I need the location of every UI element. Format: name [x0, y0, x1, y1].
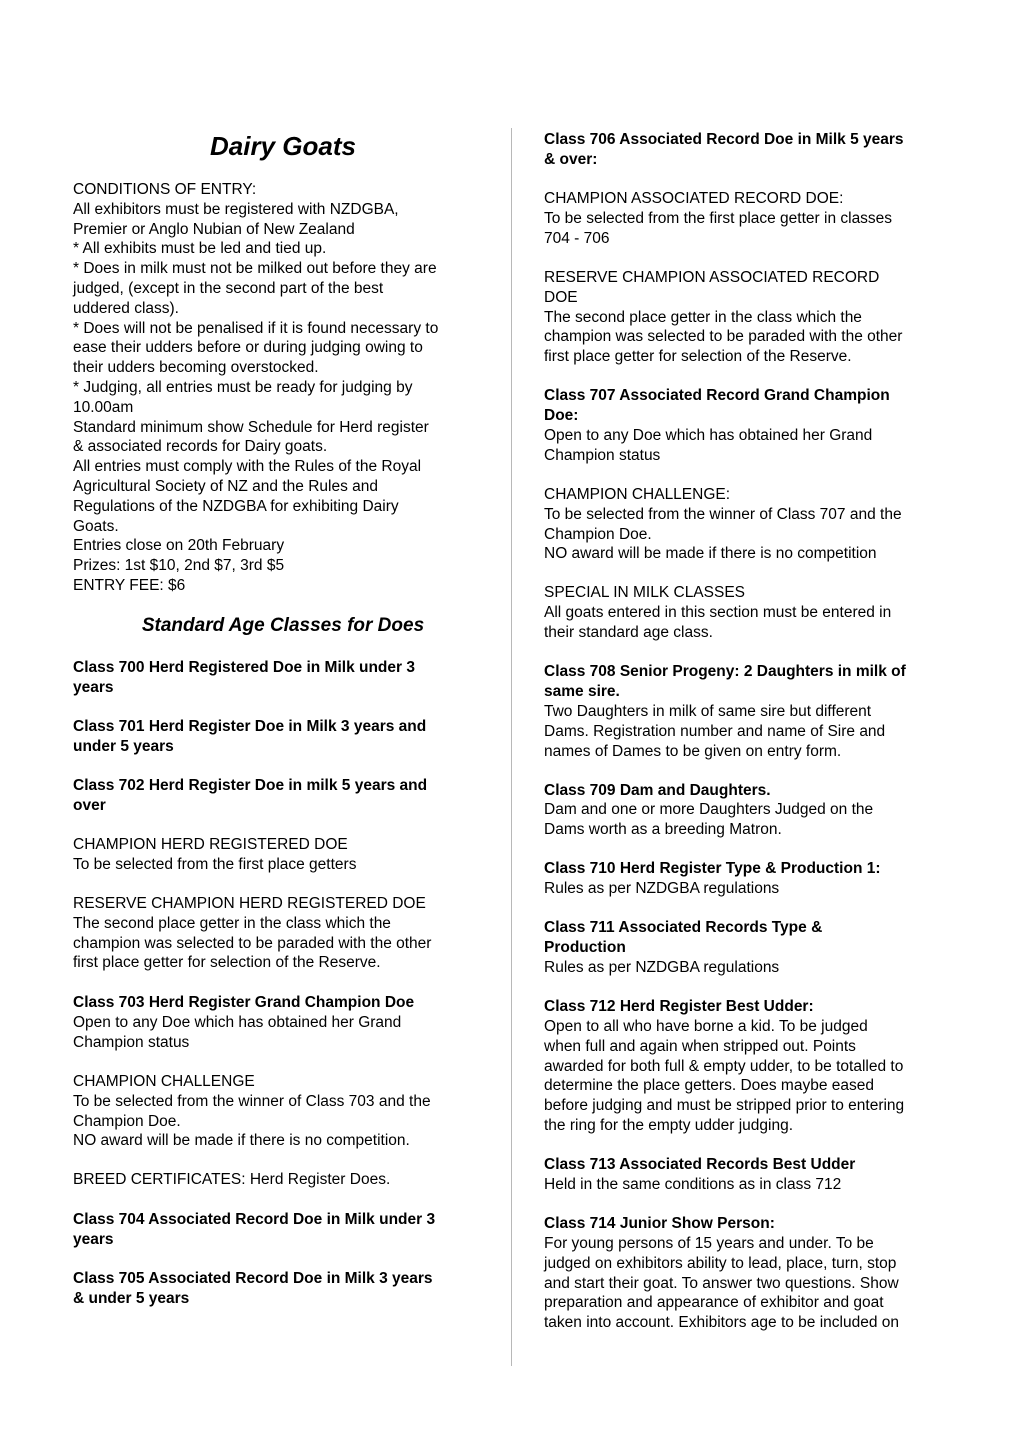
champion-herd-registered-doe: CHAMPION HERD REGISTERED DOE To be selected from the first place getters: [73, 836, 357, 873]
champion-challenge-herd: CHAMPION CHALLENGE To be selected from the winner of Class 703 and the Champion Doe. NO award will be made if there is no competition.: [73, 1073, 431, 1150]
column-divider: [511, 128, 512, 1366]
class-703-title: Class 703 Herd Register Grand Champion Doe: [73, 994, 415, 1011]
class-709-title: Class 709 Dam and Daughters.: [544, 782, 771, 799]
page-title: Dairy Goats: [210, 131, 356, 161]
class-708-text: Two Daughters in milk of same sire but different Dams. Registration number and name of Sire and names of Dames to be given on entry form.: [544, 703, 886, 760]
class-700-title: Class 700 Herd Registered Doe in Milk under 3 years: [73, 659, 415, 696]
class-710-title: Class 710 Herd Register Type & Production 1:: [544, 860, 881, 877]
class-714-title: Class 714 Junior Show Person:: [544, 1215, 775, 1232]
champion-challenge-associated: CHAMPION CHALLENGE: To be selected from the winner of Class 707 and the Champion Doe. NO award will be made if there is no competition: [544, 486, 902, 563]
reserve-champion-herd-registered-doe: RESERVE CHAMPION HERD REGISTERED DOE The second place getter in the class which the champion was selected to be paraded with the other first place getter for selection of the Reserve.: [73, 895, 432, 972]
class-712-title: Class 712 Herd Register Best Udder:: [544, 998, 814, 1015]
reserve-champion-associated-record-doe: RESERVE CHAMPION ASSOCIATED RECORD DOE The second place getter in the class which the champion was selected to be paraded with the other first place getter for selection of the Reserve.: [544, 269, 903, 366]
class-703-text: Open to any Doe which has obtained her Grand Champion status: [73, 1014, 402, 1051]
class-705-title: Class 705 Associated Record Doe in Milk 3 years & under 5 years: [73, 1270, 433, 1307]
special-in-milk-classes: SPECIAL IN MILK CLASSES All goats entered in this section must be entered in their standard age class.: [544, 584, 892, 641]
class-711-text: Rules as per NZDGBA regulations: [544, 959, 780, 976]
class-707-text: Open to any Doe which has obtained her Grand Champion status: [544, 427, 873, 464]
class-710-text: Rules as per NZDGBA regulations: [544, 880, 780, 897]
class-707-title: Class 707 Associated Record Grand Champion Doe:: [544, 387, 890, 424]
class-709-text: Dam and one or more Daughters Judged on the Dams worth as a breeding Matron.: [544, 801, 874, 838]
class-713-title: Class 713 Associated Records Best Udder: [544, 1156, 856, 1173]
class-701-title: Class 701 Herd Register Doe in Milk 3 years and under 5 years: [73, 718, 427, 755]
champion-associated-record-doe: CHAMPION ASSOCIATED RECORD DOE: To be selected from the first place getter in classes 704 - 706: [544, 190, 893, 247]
class-713-text: Held in the same conditions as in class 712: [544, 1176, 842, 1193]
class-702-title: Class 702 Herd Register Doe in milk 5 years and over: [73, 777, 428, 814]
class-711-title: Class 711 Associated Records Type & Production: [544, 919, 823, 956]
class-706-title: Class 706 Associated Record Doe in Milk 5 years & over:: [544, 131, 904, 168]
section-subtitle: Standard Age Classes for Does: [141, 615, 425, 636]
conditions-of-entry: CONDITIONS OF ENTRY: All exhibitors must be registered with NZDGBA, Premier or Anglo Nubian of New Zealand * All exhibits must be led and tied up. * Does in milk must not be milked out before they are judged, (except in the second part of the best uddered class). * Does will not be penalised if it is found necessary to ease their udders before or during judging owing to their udders becoming overstocked. * Judging, all entries must be ready for judging by 10.00am Standard minimum show Schedule for Herd register & associated records for Dairy goats. All entries must comply with the Rules of the Royal Agricultural Society of NZ and the Rules and Regulations of the NZDGBA for exhibiting Dairy Goats. Entries close on 20th February Prizes: 1st $10, 2nd $7, 3rd $5 ENTRY FEE: $6: [73, 181, 439, 594]
breed-certificates: BREED CERTIFICATES: Herd Register Does.: [73, 1171, 391, 1188]
class-712-text: Open to all who have borne a kid. To be judged when full and again when stripped out. Points awarded for both full & empty udder, to be totalled to determine the place getters. Does maybe eased before judging and must be stripped prior to entering the ring for the empty udder judging.: [544, 1018, 905, 1134]
class-704-title: Class 704 Associated Record Doe in Milk under 3 years: [73, 1211, 436, 1248]
class-714-text: For young persons of 15 years and under. To be judged on exhibitors ability to lead, place, turn, stop and start their goat. To answer two questions. Show preparation and appearance of exhibitor and goat taken into account. Exhibitors age to be included on: [544, 1235, 900, 1332]
class-708-title: Class 708 Senior Progeny: 2 Daughters in milk of same sire.: [544, 663, 906, 700]
